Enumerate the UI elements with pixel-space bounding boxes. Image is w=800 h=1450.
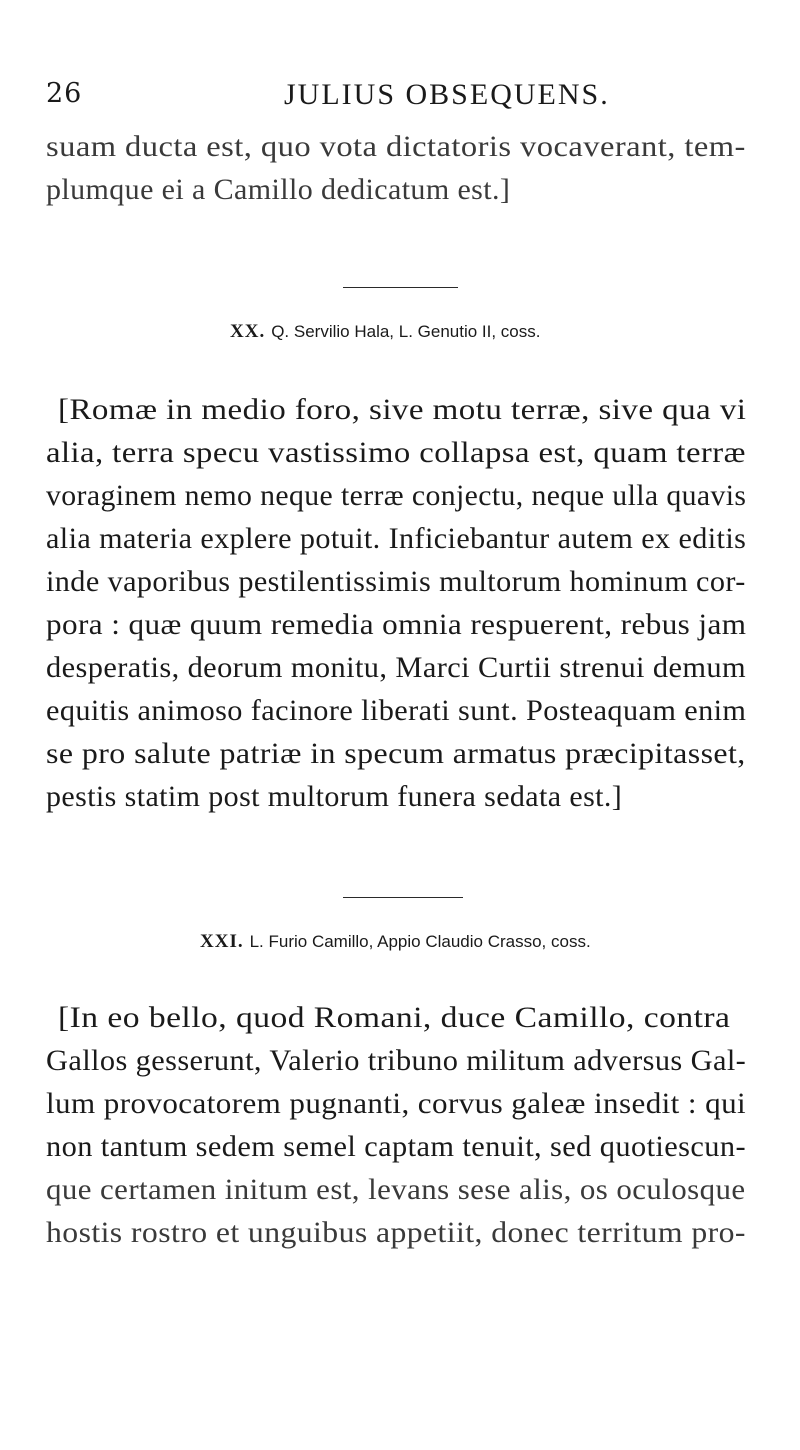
- text-line: Gallos gesserunt, Valerio tribuno militum adversus Gal-: [46, 1044, 747, 1077]
- text-line: alia, terra specu vastissimo collapsa est, quam terræ: [46, 436, 746, 469]
- text-line: hostis rostro et unguibus appetiit, donec territum pro-: [46, 1216, 746, 1249]
- text-line: suam ducta est, quo vota dictatoris vocaverant, tem-: [46, 130, 746, 163]
- running-head: [46, 78, 746, 118]
- text-line: alia materia explere potuit. Inficiebantur autem ex editis: [46, 522, 747, 555]
- text-line: que certamen initum est, levans sese alis, os oculosque: [46, 1173, 746, 1206]
- section-numeral: XX.: [230, 321, 266, 342]
- consuls-line: Q. Servilio Hala, L. Genutio II, coss.: [271, 322, 541, 341]
- section-divider: [343, 287, 458, 288]
- page-number: 26: [46, 78, 83, 109]
- text-line: se pro salute patriæ in specum armatus præcipitasset,: [46, 737, 746, 770]
- text-line: non tantum sedem semel captam tenuit, sed quotiescun-: [46, 1130, 747, 1163]
- text-line: inde vaporibus pestilentissimis multorum hominum cor-: [46, 565, 746, 598]
- text-line: pora : quæ quum remedia omnia respuerent, rebus jam: [46, 608, 747, 641]
- consuls-line: L. Furio Camillo, Appio Claudio Crasso, coss.: [249, 932, 591, 951]
- text-line: plumque ei a Camillo dedicatum est.]: [46, 173, 511, 206]
- text-line: desperatis, deorum monitu, Marci Curtii strenui demum: [46, 651, 747, 684]
- text-line: pestis statim post multorum funera sedata est.]: [46, 780, 623, 813]
- text-line: lum provocatorem pugnanti, corvus galeæ insedit : qui: [46, 1087, 747, 1120]
- section-heading-xxi: [200, 931, 591, 953]
- text-line: [In eo bello, quod Romani, duce Camillo, contra: [58, 1001, 731, 1034]
- text-line: equitis animoso facinore liberati sunt. Posteaquam enim: [46, 694, 747, 727]
- section-heading-xx: [230, 321, 540, 343]
- text-line: [Romæ in medio foro, sive motu terræ, sive qua vi: [58, 393, 747, 426]
- text-line: voraginem nemo neque terræ conjectu, neque ulla quavis: [46, 479, 747, 512]
- running-title: JULIUS OBSEQUENS.: [284, 78, 610, 111]
- section-numeral: XXI.: [200, 931, 244, 952]
- section-divider: [343, 897, 463, 898]
